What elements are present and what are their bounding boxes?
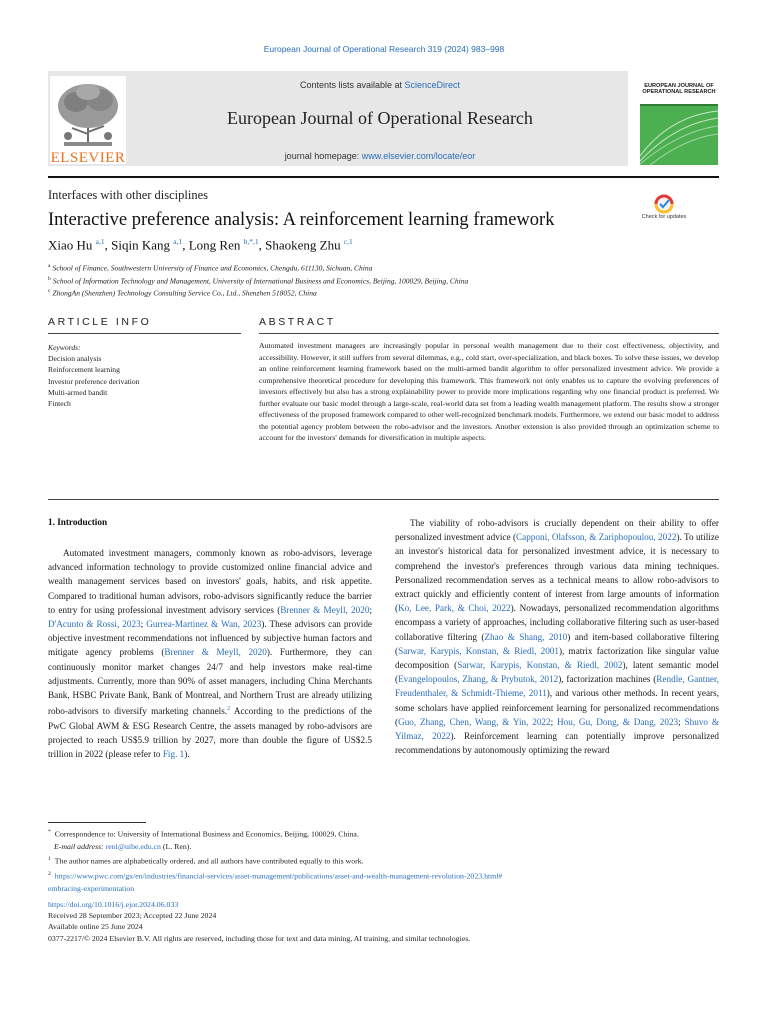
footnotes [48,826,502,895]
keywords-label: Keywords: [48,343,81,352]
footnote-2 [48,868,502,883]
citation-link[interactable]: Evangelopoulos, Zhang, & Prybutok, 2012 [398,674,559,685]
citation-link[interactable]: Sarwar, Karypis, Konstan, & Riedl, 2001 [398,645,559,656]
body-text: ). Furthermore, they can continuously monitor market changes 24/7 and help investors make real-time adjustments. Currently, more than 90% of asset managers, including China Merchants Bank, HSBC Private Bank, Bank of Montreal, and Northern Trust are already utilizing robo-advisors to diversify marketing channels. [48,647,373,717]
affiliation-item [48,274,468,287]
body-text: ; [369,604,372,615]
publisher-name: ELSEVIER [50,150,126,166]
correspondence-text: Correspondence to: University of International Business and Economics, Beijing, 100029, China. [54,829,359,839]
body-text: ; [140,619,147,630]
abstract-rule [259,333,719,334]
author-list: Xiao Hu $^{a,1}$, Siqin Kang $^{a,1}$, Long Ren $^{b,*,1}$, Shaokeng Zhu $^{c,1}$ [48,237,353,253]
copyright-line: 0377-2217/© 2024 Elsevier B.V. All rights are reserved, including those for text and data mining, AI training, and similar technologies. [48,933,471,943]
journal-cover[interactable] [640,71,718,165]
citation-link[interactable]: Hou, Gu, Dong, & Dang, 2023 [557,716,679,727]
available-online: Available online 25 June 2024 [48,922,143,932]
keyword-item: Investor preference derivation [48,376,140,386]
author-marks[interactable]: c,1 [343,237,353,246]
homepage-line [130,151,630,161]
author-marks[interactable]: b,*,1 [243,237,259,246]
citation-link[interactable]: Capponi, Olafsson, & Zariphopoulou, 2022 [516,532,677,543]
received-dates: Received 28 September 2023; Accepted 22 June 2024 [48,911,217,921]
citation-link[interactable]: Rendle, Gantner, Freudenthaler, & Schmidt-Thieme, 2011 [395,674,719,699]
header-rule [48,176,719,178]
affiliation-item [48,261,468,274]
affiliation-list [48,261,468,299]
body-text: ). Nowadays, personalized recommendation algorithms encompass a variety of approaches, including collaborative filtering such as user-based collaborative filtering ( [395,603,719,642]
footnote-correspondence [48,826,502,841]
abstract-text: Automated investment managers are increasingly popular in personal wealth management due to their cost effectiveness, objectivity, and accessibility. However, it still suffers from several dilemmas, e.g., cold start, over-specialization, and black boxes. To solve these issues, we develop an online reinforcement learning framework based on the multi-armed bandit algorithm to offer personalized investment advice. We provide a comprehensive theoretical procedure for developing this framework. This framework not only enables us to capture the evolving preferences of investors effectively but also has a strong explainability power to provide more implications regarding why one financial product is preferred. We further evaluate our basic model through a large-scale, real-world data set from a leading wealth management platform. The results show a stronger effectiveness of the proposed framework compared to other well-recognized benchmark models. Furthermore, we extend our basic model to address the potential agency problem between the robo-advisor and the investors. Another extension is also provided through an optimization scheme to account for the investors' demands for diversification in multiple aspects. [259,341,719,442]
affiliation-mark: c [48,288,51,294]
footnote-1 [48,853,502,868]
affiliation-text: School of Finance, Southwestern University of Finance and Economics, Chengdu, 611130, Sichuan, China [52,263,373,273]
citation-link[interactable]: D'Acunto & Rossi, 2023 [48,619,141,630]
body-text: ; [550,716,557,727]
homepage-link[interactable]: www.elsevier.com/locate/eor [361,151,476,161]
author-name[interactable]: Xiao Hu [48,237,93,253]
introduction-heading: 1. Introduction [48,517,108,527]
article-metadata [48,899,470,944]
body-text: Automated investment managers, commonly known as robo-advisors, leverage advanced information technology to provide customized online financial advice and wealth management services based on investors' goals, habits, and risk appetite. Compared to traditional human advisors, robo-advisors significantly reduce the barrier to entry for using professional investment advisory services ( [48,548,372,615]
check-for-updates-label[interactable]: Check for updates [641,214,687,220]
footnote-mark: * [48,829,51,835]
footnote-rule [48,822,146,823]
body-text: ), latent semantic model ( [395,660,719,685]
body-text: ). These advisors can provide objective investment recommendations not influenced by subjective human factors and mitigate agency problems ( [48,619,372,658]
footnote-2-url[interactable]: https://www.pwc.com/gx/en/industries/financial-services/asset-management/publications/asset-and-wealth-management-revolution-2023.html# [54,871,503,881]
body-text: ), and various other methods. In recent years, some scholars have applied reinforcement learning for personalized recommendations ( [395,688,719,727]
footnote-email [48,841,502,853]
body-text: ), factorization machines ( [558,674,657,685]
email-suffix: (L. Ren). [160,841,192,851]
affiliation-mark: a [48,263,51,269]
journal-reference[interactable]: European Journal of Operational Research 319 (2024) 983–998 [263,44,505,54]
citation-link[interactable]: Sarwar, Karypis, Konstan, & Riedl, 2002 [457,660,623,671]
keyword-item: Decision analysis [48,354,102,364]
abstract-heading: ABSTRACT [259,316,336,328]
body-left-column [48,546,372,761]
cover-title: EUROPEAN JOURNAL OF OPERATIONAL RESEARCH [642,83,716,95]
citation-link[interactable]: Brenner & Meyll, 2020 [164,647,267,658]
article-info-rule [48,333,241,334]
body-text: ). Reinforcement learning can potentially improve personalized recommendations by autonomously optimizing the reward [395,731,719,756]
keyword-item: Fintech [48,399,71,409]
body-text: The viability of robo-advisors is crucially dependent on their ability to offer personalized investment advice ( [395,518,719,543]
citation-link[interactable]: Shuvo & Yilmaz, 2022 [395,716,719,742]
sciencedirect-link[interactable]: ScienceDirect [404,80,461,90]
article-info-heading: ARTICLE INFO [48,316,152,328]
citation-link[interactable]: Gurrea-Martinez & Wan, 2023 [146,619,262,630]
article-type: Interfaces with other disciplines [48,188,209,202]
body-text: According to the predictions of the PwC Global AWM & ESG Research Centre, the assets managed by robo-advisors are projected to reach US$5.9 trillion by 2027, more than double the figure of US$2.5 trillion in 2022 (please refer to [48,706,373,759]
doi-link[interactable]: https://doi.org/10.1016/j.ejor.2024.06.033 [48,900,179,909]
author-marks[interactable]: a,1 [95,237,105,246]
affiliation-mark: b [48,275,51,282]
citation-link[interactable]: Fig. 1 [162,748,185,759]
body-text: ) and item-based collaborative filtering ( [395,631,719,656]
article-title: Interactive preference analysis: A reinforcement learning framework [48,210,555,230]
journal-title: European Journal of Operational Research [227,108,533,128]
body-right-column [395,516,719,757]
abstract-bottom-rule [48,499,719,500]
contents-line [130,80,630,90]
email-link[interactable]: renl@uibe.edu.cn [105,841,161,851]
keywords-block [48,342,140,409]
author-name[interactable]: Siqin Kang [111,237,171,253]
citation-link[interactable]: Brenner & Meyll, 2020 [280,604,370,615]
author-name[interactable]: Shaokeng Zhu [265,237,341,253]
citation-link[interactable]: Guo, Zhang, Chen, Wang, & Yin, 2022 [398,716,551,727]
author-marks[interactable]: a,1 [173,237,183,246]
footnote-mark: 1 [48,856,51,862]
body-text: ; [678,716,685,727]
body-text: ). To utilize an investor's historical data for personalized investment advice, it is necessary to comprehend the investor's preferences through various data mining techniques. Personalized recommendation serves as a technical means to allow robo-advisors to extract quickly and efficiently content of interest from large amounts of information ( [395,532,719,614]
contents-prefix: Contents lists available at [299,80,405,90]
cover-artwork [640,106,718,165]
keyword-item: Reinforcement learning [48,365,120,375]
affiliation-text: School of Information Technology and Management, University of International Business and Economics, Beijing, 100029, Beijing, China [52,276,469,285]
affiliation-item [48,286,468,299]
email-label: E-mail address: [54,841,104,851]
footnote-ref[interactable]: 2 [227,706,231,713]
keyword-item: Multi-armed bandit [48,387,108,397]
affiliation-text: ZhongAn (Shenzhen) Technology Consulting Service Co., Ltd., Shenzhen 518052, China [52,288,317,298]
footnote-1-text: The author names are alphabetically ordered, and all authors have contributed equally to this work. [54,856,364,866]
footnote-2-url-continued[interactable]: embracing-experimentation [48,883,135,893]
author-name[interactable]: Long Ren [188,237,241,253]
citation-link[interactable]: Zhao & Shang, 2010 [484,631,568,642]
check-for-updates-icon[interactable] [646,193,682,233]
homepage-prefix: journal homepage: [284,151,362,161]
body-text: ), matrix factorization like singular value decomposition ( [395,645,719,671]
citation-link[interactable]: Ko, Lee, Park, & Choi, 2022 [398,603,511,614]
footnote-mark: 2 [48,870,51,877]
body-text: ). [184,748,190,759]
